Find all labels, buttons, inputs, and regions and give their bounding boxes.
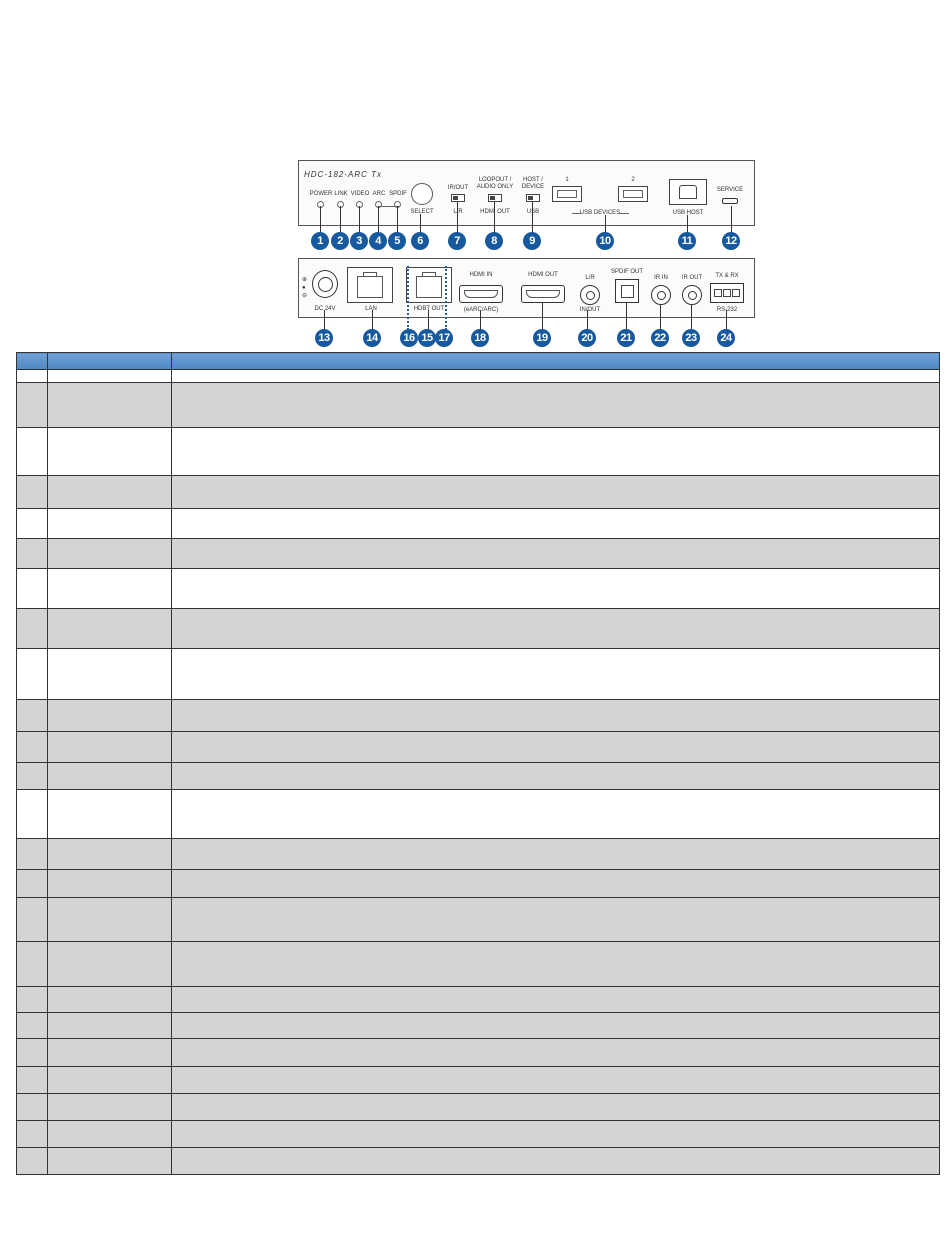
table-cell-description <box>172 1094 940 1121</box>
video-label: VIDEO <box>350 191 370 197</box>
table-cell-description <box>172 870 940 898</box>
arc-spdif-bracket <box>379 206 399 207</box>
callout-badge-20: 20 <box>578 329 596 347</box>
leader-19 <box>542 303 543 330</box>
hdmi-out-label: HDMI OUT <box>528 272 558 278</box>
hdmi-in-label: HDMI IN <box>469 272 493 278</box>
table-cell-number <box>17 649 48 700</box>
callout-badge-8: 8 <box>485 232 503 250</box>
table-cell-name <box>48 476 172 509</box>
table-row <box>17 569 940 609</box>
leader-20 <box>587 310 588 330</box>
hdbt-out-label: HDBT OUT <box>413 306 445 312</box>
table-row <box>17 790 940 839</box>
table-row <box>17 1039 940 1067</box>
ir-in-jack <box>651 285 671 305</box>
table-row <box>17 1148 940 1175</box>
table-cell-name <box>48 870 172 898</box>
table-cell-name <box>48 732 172 763</box>
callout-badge-4: 4 <box>369 232 387 250</box>
table-cell-number <box>17 383 48 428</box>
table-row <box>17 1094 940 1121</box>
link-label: LINK <box>334 191 348 197</box>
table-cell-number <box>17 700 48 732</box>
table-cell-name <box>48 370 172 383</box>
table-cell-name <box>48 763 172 790</box>
table-row <box>17 1067 940 1094</box>
table-row <box>17 870 940 898</box>
leader-4 <box>378 206 379 234</box>
table-cell-description <box>172 370 940 383</box>
leader-21 <box>626 303 627 330</box>
spdif-out-label: SPDIF OUT <box>610 269 644 275</box>
rs232-terminal <box>710 283 744 303</box>
usb-devices-label: USB DEVICES <box>579 210 621 216</box>
leader-1 <box>320 206 321 234</box>
callout-badge-2: 2 <box>331 232 349 250</box>
table-cell-name <box>48 790 172 839</box>
table-cell-description <box>172 790 940 839</box>
usb-host-port <box>669 179 707 205</box>
table-row <box>17 987 940 1013</box>
usb-devices-line-left <box>572 213 582 214</box>
table-cell-number <box>17 1013 48 1039</box>
loopout-switch[interactable] <box>488 194 502 202</box>
table-cell-name <box>48 1013 172 1039</box>
table-row <box>17 428 940 476</box>
table-cell-number <box>17 942 48 987</box>
callout-badge-12: 12 <box>722 232 740 250</box>
table-cell-name <box>48 1039 172 1067</box>
table-cell-number <box>17 1148 48 1175</box>
table-cell-description <box>172 839 940 870</box>
feature-table <box>16 352 940 1175</box>
table-cell-description <box>172 987 940 1013</box>
host-label-line2: DEVICE <box>521 184 545 190</box>
host-device-switch[interactable] <box>526 194 540 202</box>
table-cell-name <box>48 649 172 700</box>
callout-badge-15: 15 <box>418 329 436 347</box>
table-cell-number <box>17 870 48 898</box>
table-row <box>17 383 940 428</box>
table-row <box>17 839 940 870</box>
ir-mode-switch[interactable] <box>451 194 465 202</box>
leader-7 <box>457 202 458 234</box>
callout-badge-14: 14 <box>363 329 381 347</box>
table-cell-number <box>17 1121 48 1148</box>
table-cell-name <box>48 1094 172 1121</box>
table-cell-description <box>172 569 940 609</box>
earc-label: (eARC/ARC) <box>463 307 499 313</box>
table-cell-name <box>48 509 172 539</box>
table-cell-number <box>17 476 48 509</box>
leader-22 <box>660 305 661 330</box>
table-cell-number <box>17 569 48 609</box>
callout-badge-17: 17 <box>435 329 453 347</box>
loopout-label-line2: AUDIO ONLY <box>476 184 514 190</box>
table-cell-description <box>172 509 940 539</box>
leader-15 <box>428 310 429 330</box>
table-row <box>17 1121 940 1148</box>
ir-out-switch-label: IR/OUT <box>447 185 469 191</box>
table-cell-description <box>172 1039 940 1067</box>
callout-badge-9: 9 <box>523 232 541 250</box>
table-row <box>17 700 940 732</box>
rs232-label: RS-232 <box>716 307 738 313</box>
table-cell-description <box>172 763 940 790</box>
table-cell-name <box>48 898 172 942</box>
lan-label: LAN <box>365 306 377 312</box>
table-row <box>17 942 940 987</box>
table-cell-number <box>17 898 48 942</box>
table-cell-number <box>17 1094 48 1121</box>
callout-badge-13: 13 <box>315 329 333 347</box>
loopout-label-line1: LOOPOUT / <box>478 177 512 183</box>
leader-8 <box>494 202 495 234</box>
hdmi-out-port <box>521 285 565 303</box>
table-cell-name <box>48 1067 172 1094</box>
table-cell-number <box>17 987 48 1013</box>
usb-port-2-label: 2 <box>631 177 635 183</box>
header-cell-name <box>48 353 172 370</box>
table-cell-name <box>48 1121 172 1148</box>
leader-18 <box>480 310 481 330</box>
table-cell-name <box>48 383 172 428</box>
table-row <box>17 370 940 383</box>
table-cell-description <box>172 1067 940 1094</box>
table-cell-description <box>172 898 940 942</box>
select-button[interactable] <box>411 183 433 205</box>
table-row <box>17 476 940 509</box>
table-cell-description <box>172 649 940 700</box>
lr-switch-label: L/R <box>453 209 463 215</box>
leader-6 <box>420 214 421 234</box>
table-cell-name <box>48 700 172 732</box>
header-cell-description <box>172 353 940 370</box>
table-cell-name <box>48 1148 172 1175</box>
table-cell-name <box>48 539 172 569</box>
ir-out-jack <box>682 285 702 305</box>
lr-audio-jack <box>580 285 600 305</box>
header-cell-number <box>17 353 48 370</box>
arc-label: ARC <box>372 191 386 197</box>
dc-label: DC 24V <box>314 306 336 312</box>
table-cell-name <box>48 569 172 609</box>
table-cell-description <box>172 539 940 569</box>
table-row <box>17 732 940 763</box>
table-cell-number <box>17 1067 48 1094</box>
table-cell-name <box>48 428 172 476</box>
table-body <box>17 370 940 1175</box>
callout-badge-19: 19 <box>533 329 551 347</box>
usb-host-label: USB HOST <box>672 210 704 216</box>
table-cell-description <box>172 942 940 987</box>
table-cell-description <box>172 1013 940 1039</box>
table-cell-description <box>172 383 940 428</box>
table-header-row <box>17 353 940 370</box>
leader-24 <box>726 310 727 330</box>
hdmi-out-switch-label: HDMI OUT <box>480 209 510 215</box>
model-label: HDC-182-ARC Tx <box>304 170 383 179</box>
lr-label: L/R <box>585 275 595 281</box>
callout-badge-3: 3 <box>350 232 368 250</box>
table-cell-number <box>17 428 48 476</box>
spdif-out-port <box>615 279 639 303</box>
leader-3 <box>359 206 360 234</box>
usb-device-port-1 <box>552 186 582 202</box>
table-cell-number <box>17 790 48 839</box>
usb-device-port-2 <box>618 186 648 202</box>
table-cell-number <box>17 539 48 569</box>
table-cell-number <box>17 763 48 790</box>
ir-out-label: IR OUT <box>681 275 703 281</box>
callout-badge-16: 16 <box>400 329 418 347</box>
callout-badge-24: 24 <box>717 329 735 347</box>
callout-badge-23: 23 <box>682 329 700 347</box>
leader-16 <box>407 266 409 330</box>
table-row <box>17 539 940 569</box>
table-row <box>17 509 940 539</box>
dc-polarity-icon: ⊕ ● ⊖ <box>302 277 308 299</box>
table-cell-number <box>17 370 48 383</box>
leader-9 <box>532 202 533 234</box>
callout-badge-18: 18 <box>471 329 489 347</box>
table-cell-name <box>48 839 172 870</box>
table-cell-name <box>48 609 172 649</box>
hdmi-in-port <box>459 285 503 303</box>
table-cell-number <box>17 509 48 539</box>
usb-devices-line-right <box>619 213 629 214</box>
table-cell-number <box>17 609 48 649</box>
ir-in-label: IR IN <box>654 275 668 281</box>
table-row <box>17 763 940 790</box>
leader-5 <box>397 206 398 234</box>
leader-12 <box>731 206 732 234</box>
table-row <box>17 898 940 942</box>
callout-badge-6: 6 <box>411 232 429 250</box>
lan-port <box>347 267 393 303</box>
usb-switch-label: USB <box>526 209 540 215</box>
service-port <box>722 198 738 204</box>
table-row <box>17 649 940 700</box>
table-cell-number <box>17 1039 48 1067</box>
table-cell-name <box>48 942 172 987</box>
txrx-label: TX & RX <box>715 273 739 279</box>
select-label: SELECT <box>410 209 434 215</box>
callout-badge-1: 1 <box>311 232 329 250</box>
callout-badge-7: 7 <box>448 232 466 250</box>
callout-badge-22: 22 <box>651 329 669 347</box>
service-label: SERVICE <box>716 187 744 193</box>
leader-23 <box>691 305 692 330</box>
spdif-label: SPDIF <box>389 191 407 197</box>
table-cell-number <box>17 839 48 870</box>
host-label-line1: HOST / <box>523 177 543 183</box>
table-cell-number <box>17 732 48 763</box>
dc-power-jack <box>312 270 338 298</box>
table-cell-description <box>172 1121 940 1148</box>
table-cell-description <box>172 700 940 732</box>
leader-13 <box>324 310 325 330</box>
power-label: POWER <box>309 191 333 197</box>
table-row <box>17 609 940 649</box>
table-cell-description <box>172 428 940 476</box>
usb-port-1-label: 1 <box>565 177 569 183</box>
callout-badge-11: 11 <box>678 232 696 250</box>
rear-panel-figure <box>298 258 755 318</box>
callout-badge-5: 5 <box>388 232 406 250</box>
table-cell-description <box>172 476 940 509</box>
callout-badge-21: 21 <box>617 329 635 347</box>
table-cell-description <box>172 609 940 649</box>
table-cell-name <box>48 987 172 1013</box>
table-row <box>17 1013 940 1039</box>
leader-14 <box>372 310 373 330</box>
table-cell-description <box>172 1148 940 1175</box>
leader-17 <box>445 266 447 330</box>
table-cell-description <box>172 732 940 763</box>
leader-2 <box>340 206 341 234</box>
in-out-label: IN/OUT <box>579 307 601 313</box>
callout-badge-10: 10 <box>596 232 614 250</box>
